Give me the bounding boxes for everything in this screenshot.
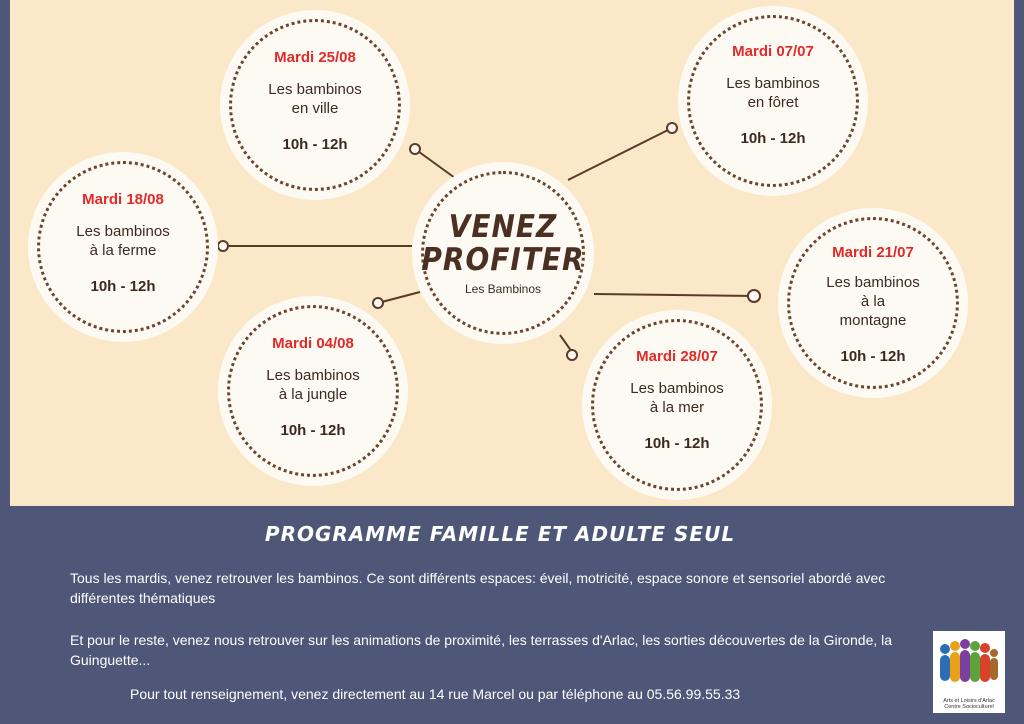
event-time: 10h - 12h bbox=[740, 130, 806, 147]
venez-title: VENEZ bbox=[448, 208, 558, 245]
event-name-line: à la ferme bbox=[89, 242, 157, 259]
event-date: Mardi 07/07 bbox=[732, 43, 814, 60]
contact-line: Pour tout renseignement, venez directement au 14 rue Marcel ou par téléphone au 05.56.99.55.33 bbox=[130, 686, 741, 702]
event-date: Mardi 28/07 bbox=[636, 348, 718, 365]
logo-caption-line: Centre Socioculturel bbox=[944, 704, 994, 710]
event-name-line: Les bambinos bbox=[76, 223, 170, 240]
event-name-line: à la bbox=[860, 292, 886, 310]
event-name-line: Les bambinos bbox=[726, 75, 820, 92]
event-name-line: Les bambinos bbox=[826, 273, 920, 291]
event-bubble-montagne bbox=[778, 208, 968, 398]
center-bubble bbox=[412, 162, 594, 344]
event-name-line: Les bambinos bbox=[266, 367, 360, 384]
program-paragraph-1: Tous les mardis, venez retrouver les bambinos. Ce sont différents espaces: éveil, motricité, espace sonore et sensoriel abordé avec différentes thématiques bbox=[70, 570, 886, 606]
center-subtitle: Les Bambinos bbox=[464, 282, 542, 296]
event-date: Mardi 04/08 bbox=[272, 335, 354, 352]
arlac-logo bbox=[933, 631, 1005, 713]
event-name-line: à la jungle bbox=[278, 386, 348, 403]
people-logo-icon bbox=[933, 635, 1005, 691]
event-name-line: à la mer bbox=[649, 399, 705, 416]
event-time: 10h - 12h bbox=[282, 136, 348, 153]
event-time: 10h - 12h bbox=[90, 278, 156, 295]
program-paragraph-2: Et pour le reste, venez nous retrouver sur les animations de proximité, les terrasses d'Arlac, les sorties découvertes de la Gironde, la Guinguette... bbox=[70, 632, 893, 668]
event-name-line: montagne bbox=[839, 311, 907, 329]
event-time: 10h - 12h bbox=[280, 422, 346, 439]
event-time: 10h - 12h bbox=[840, 347, 906, 365]
program-section bbox=[0, 506, 1024, 724]
event-bubble-jungle bbox=[218, 296, 408, 486]
event-name-line: en ville bbox=[291, 100, 339, 117]
event-date: Mardi 21/07 bbox=[832, 243, 914, 261]
event-bubble-ville bbox=[220, 10, 410, 200]
event-date: Mardi 25/08 bbox=[274, 49, 356, 66]
event-bubble-foret bbox=[678, 6, 868, 196]
profiter-title: PROFITER bbox=[421, 241, 585, 278]
event-name-line: Les bambinos bbox=[630, 380, 724, 397]
event-bubble-mer bbox=[582, 310, 772, 500]
logo-caption-line: Arts et Loisirs d'Arlac bbox=[943, 698, 995, 704]
event-name-line: Les bambinos bbox=[268, 81, 362, 98]
event-bubble-ferme bbox=[28, 152, 218, 342]
event-date: Mardi 18/08 bbox=[82, 191, 164, 208]
event-name-line: en fôret bbox=[747, 94, 799, 111]
program-heading: PROGRAMME FAMILLE ET ADULTE SEUL bbox=[264, 522, 736, 546]
event-time: 10h - 12h bbox=[644, 435, 710, 452]
